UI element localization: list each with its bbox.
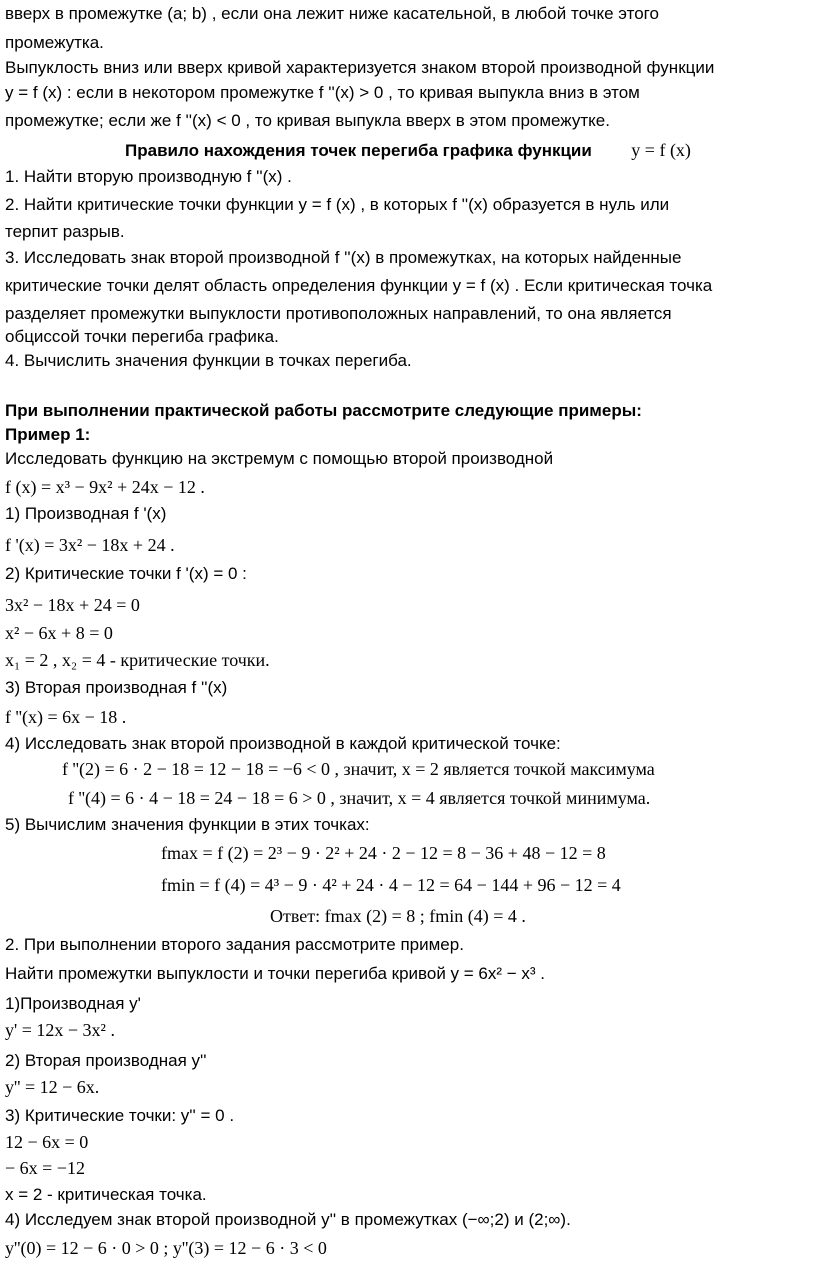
example-2-equation-2: − 6x = −12	[5, 1158, 85, 1178]
example-2-sign-label: 4) Исследуем знак второй производной y'' в промежутках (−∞;2) и (2;∞).	[5, 1210, 571, 1229]
second-derivative-label: 3) Вторая производная f ''(x)	[5, 678, 228, 697]
example-2-root: x = 2 - критическая точка.	[5, 1185, 207, 1204]
example-2-second-derivative: y'' = 12 − 6x.	[5, 1077, 100, 1097]
sign-check-label: 4) Исследовать знак второй производной в каждой критической точке:	[5, 734, 561, 753]
rule-title: Правило нахождения точек перегиба графика функции	[125, 141, 592, 160]
critical-points-label: 2) Критические точки f '(x) = 0 :	[5, 564, 247, 583]
equation-1: 3x² − 18x + 24 = 0	[5, 595, 140, 615]
example-2-first-derivative-label: 1)Производная y'	[5, 994, 141, 1013]
function-values-label: 5) Вычислим значения функции в этих точках:	[5, 815, 370, 834]
first-derivative-formula: f '(x) = 3x² − 18x + 24 .	[5, 535, 175, 555]
first-derivative-label: 1) Производная f '(x)	[5, 504, 167, 523]
sign-check-max: f ''(2) = 6 · 2 − 18 = 12 − 18 = −6 < 0 , значит, x = 2 является точкой максимума	[62, 759, 655, 779]
example-1-task: Исследовать функцию на экстремум с помощью второй производной	[5, 449, 554, 468]
sign-check-min: f ''(4) = 6 · 4 − 18 = 24 − 18 = 6 > 0 , значит, x = 4 является точкой минимума.	[68, 788, 651, 808]
example-1-answer: Ответ: fmax (2) = 8 ; fmin (4) = 4 .	[270, 906, 526, 926]
critical-roots: x₁ = 2 , x₂ = 4 - критические точки.	[5, 650, 270, 670]
theory-line-2: промежутка.	[5, 33, 104, 52]
equation-2: x² − 6x + 8 = 0	[5, 623, 113, 643]
rule-step-3b: критические точки делят область определения функции y = f (x) . Если критическая точка	[5, 276, 713, 295]
rule-step-3d: обциссой точки перегиба графика.	[5, 327, 279, 346]
theory-line-3: Выпуклость вниз или вверх кривой характеризуется знаком второй производной функции	[5, 58, 715, 77]
rule-title-formula: y = f (x)	[631, 140, 691, 160]
example-2-task: Найти промежутки выпуклости и точки перегиба кривой y = 6x² − x³ .	[5, 964, 546, 983]
example-2-sign-values: y''(0) = 12 − 6 · 0 > 0 ; y''(3) = 12 − 6 · 3 < 0	[5, 1238, 327, 1258]
example-2-critical-label: 3) Критические точки: y'' = 0 .	[5, 1106, 235, 1125]
example-2-second-derivative-label: 2) Вторая производная y''	[5, 1051, 207, 1070]
rule-heading	[0, 139, 816, 162]
example-2-equation-1: 12 − 6x = 0	[5, 1132, 89, 1152]
example-2-intro: 2. При выполнении второго задания рассмотрите пример.	[5, 935, 464, 954]
theory-line-5: промежутке; если же f ''(x) < 0 , то кривая выпукла вверх в этом промежутке.	[5, 111, 610, 130]
second-derivative-formula: f ''(x) = 6x − 18 .	[5, 707, 127, 727]
theory-line-1: вверх в промежутке (a; b) , если она лежит ниже касательной, в любой точке этого	[5, 4, 659, 23]
example-1-function: f (x) = x³ − 9x² + 24x − 12 .	[5, 477, 205, 497]
practice-heading: При выполнении практической работы рассмотрите следующие примеры:	[5, 401, 642, 420]
rule-step-4: 4. Вычислить значения функции в точках перегиба.	[5, 351, 412, 370]
example-1-title: Пример 1:	[5, 425, 91, 444]
example-2-first-derivative: y' = 12x − 3x² .	[5, 1020, 115, 1040]
rule-step-3a: 3. Исследовать знак второй производной f ''(x) в промежутках, на которых найденные	[5, 248, 682, 267]
rule-step-2b: терпит разрыв.	[5, 222, 125, 241]
rule-step-1: 1. Найти вторую производную f ''(x) .	[5, 167, 292, 186]
rule-step-3c: разделяет промежутки выпуклости противоположных направлений, то она является	[5, 304, 672, 323]
theory-line-4: y = f (x) : если в некотором промежутке f ''(x) > 0 , то кривая выпукла вниз в этом	[5, 83, 640, 102]
fmax-calculation: fmax = f (2) = 2³ − 9 · 2² + 24 · 2 − 12 = 8 − 36 + 48 − 12 = 8	[161, 843, 606, 863]
fmin-calculation: fmin = f (4) = 4³ − 9 · 4² + 24 · 4 − 12 = 64 − 144 + 96 − 12 = 4	[161, 875, 621, 895]
rule-step-2a: 2. Найти критические точки функции y = f (x) , в которых f ''(x) образуется в нуль или	[5, 195, 670, 214]
